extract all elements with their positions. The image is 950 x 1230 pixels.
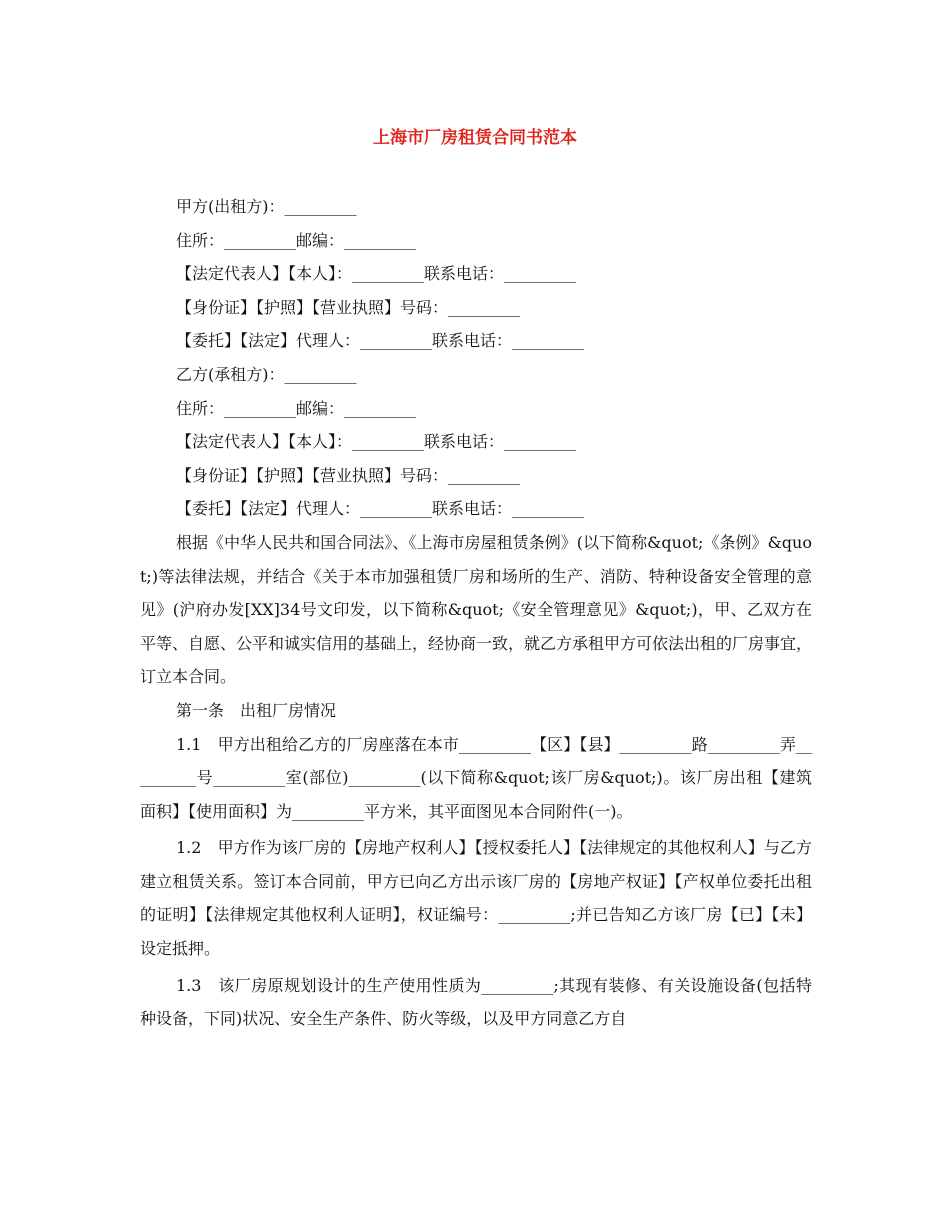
party-a-address-line: 住所：_________邮编：_________ — [176, 230, 417, 250]
party-a-representative-line: 【法定代表人】【本人】：_________联系电话：_________ — [176, 264, 577, 284]
document-title: 上海市厂房租赁合同书范本 — [373, 128, 577, 148]
party-b-address-line: 住所：_________邮编：_________ — [176, 398, 417, 418]
party-b-representative-line: 【法定代表人】【本人】：_________联系电话：_________ — [176, 432, 577, 452]
clause-1-1: 1.1 甲方出租给乙方的厂房座落在本市_________【区】【县】_________路_________弄_________号_________室(部位)_________(以下简称&quot;该厂房&quot;)。该厂房出租【建筑面积】【使用面积】为_________平方米，其平面图见本合同附件(一)。 — [140, 734, 812, 821]
article-heading: 第一条 出租厂房情况 — [176, 700, 337, 720]
party-a-name-line: 甲方(出租方)：_________ — [176, 197, 357, 216]
party-a-id-line: 【身份证】【护照】【营业执照】号码：_________ — [176, 297, 521, 317]
preamble-paragraph: 根据《中华人民共和国合同法》、《上海市房屋租赁条例》(以下简称&quot;《条例》&quot;)等法律法规，并结合《关于本市加强租赁厂房和场所的生产、消防、特种设备安全管理的意见》(沪府办发[XX]34号文印发，以下简称&quot;《安全管理意见》&quot;)，甲、乙双方在平等、自愿、公平和诚实信用的基础上，经协商一致，就乙方承租甲方可依法出租的厂房事宜，订立本合同。 — [140, 532, 813, 687]
party-a-agent-line: 【委托】【法定】代理人：_________联系电话：_________ — [176, 331, 585, 351]
document-body — [140, 190, 812, 1036]
party-b-agent-line: 【委托】【法定】代理人：_________联系电话：_________ — [176, 499, 585, 519]
party-b-id-line: 【身份证】【护照】【营业执照】号码：_________ — [176, 465, 521, 485]
party-b-name-line: 乙方(承租方)：_________ — [176, 364, 357, 384]
clause-1-2: 1.2 甲方作为该厂房的【房地产权利人】【授权委托人】【法律规定的其他权利人】与乙方建立租赁关系。签订本合同前，甲方已向乙方出示该厂房的【房地产权证】【产权单位委托出租的证明】【法律规定其他权利人证明】，权证编号：_________;并已告知乙方该厂房【已】【未】设定抵押。 — [140, 838, 812, 959]
clause-1-3: 1.3 该厂房原规划设计的生产使用性质为_________;其现有装修、有关设施设备(包括特种设备，下同)状况、安全生产条件、防火等级，以及甲方同意乙方自 — [140, 975, 812, 1029]
